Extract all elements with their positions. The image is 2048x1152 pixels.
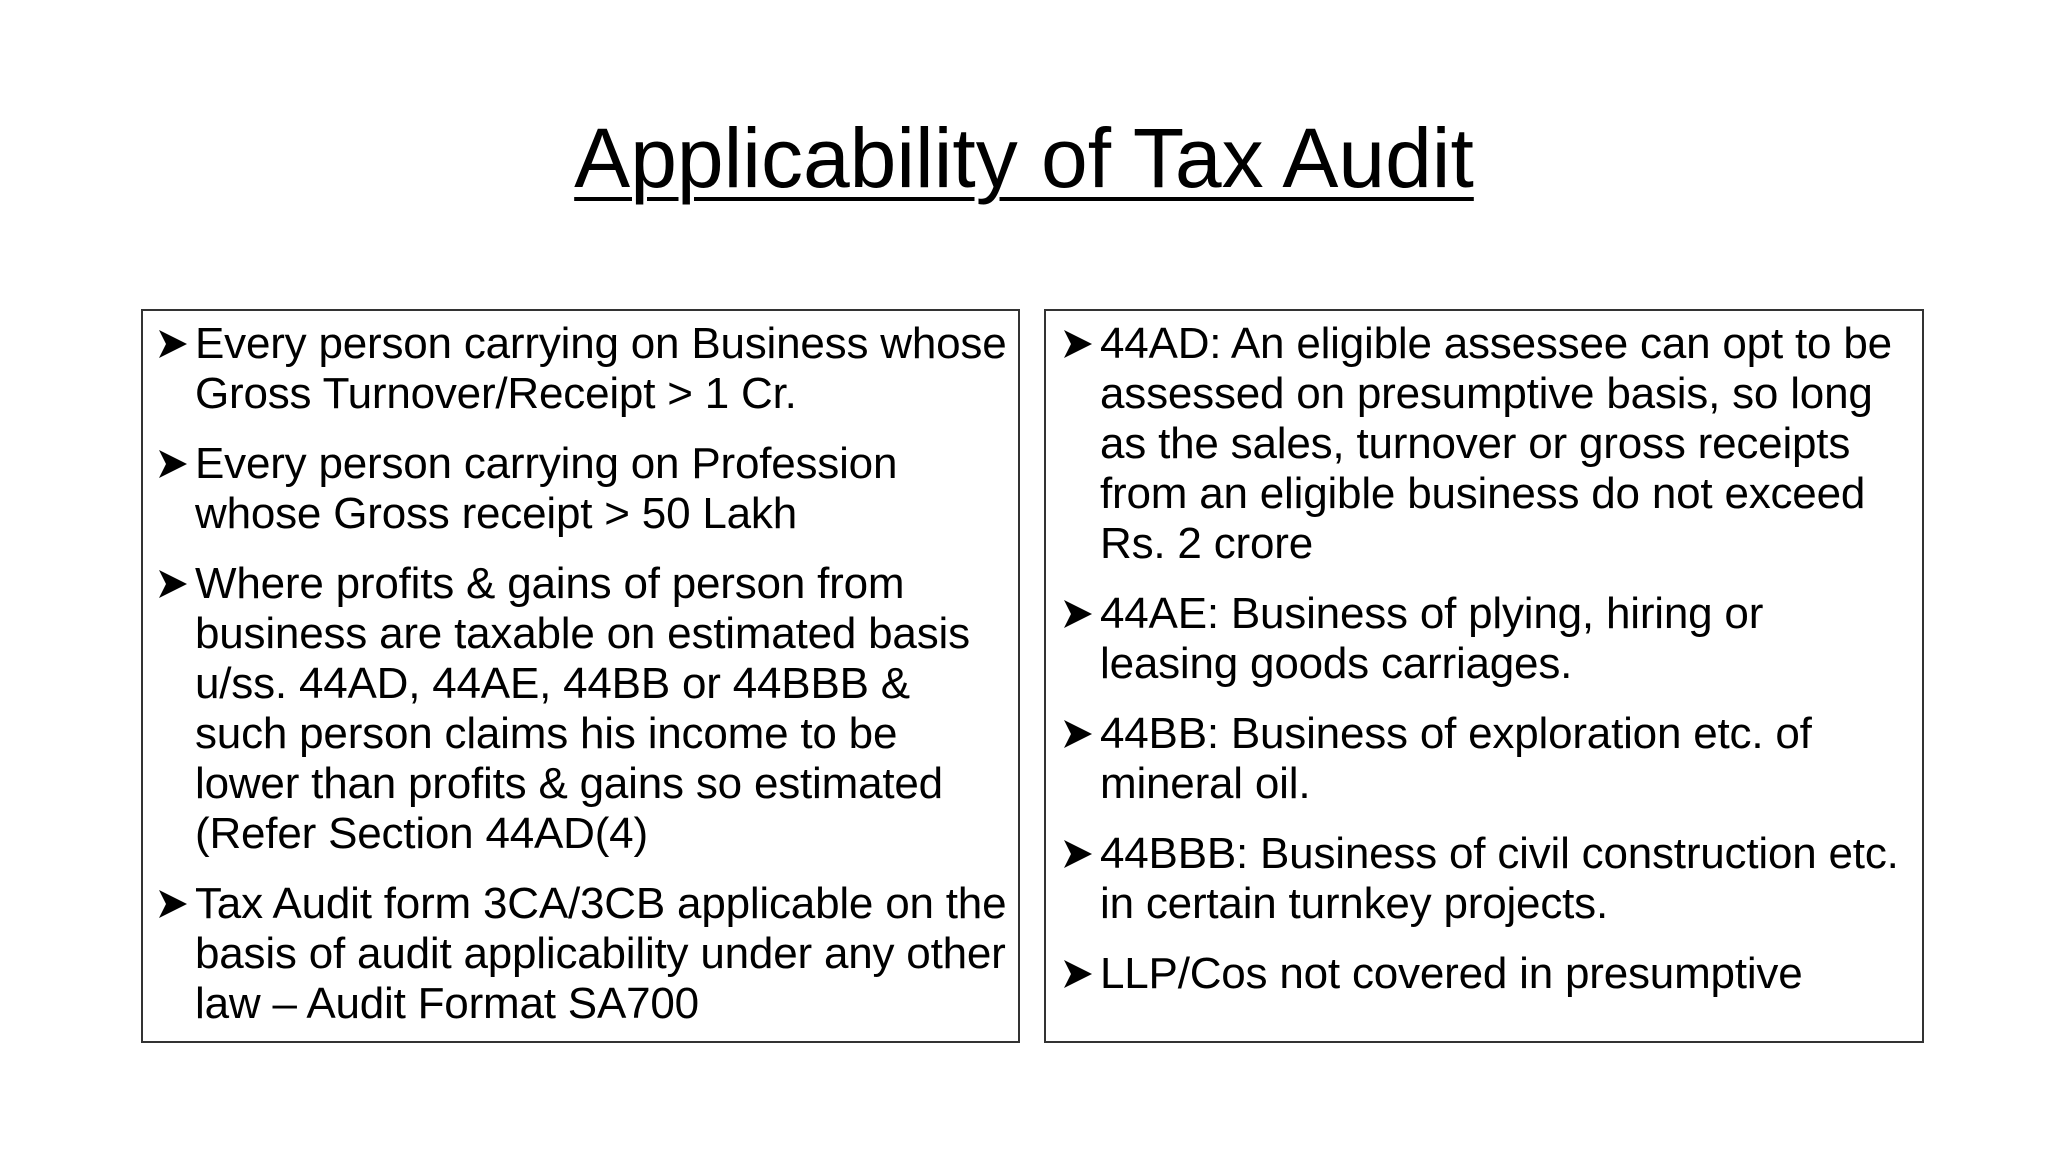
list-item-text: Where profits & gains of person from business are taxable on estimated basis u/ss. 44AD, 44AE, 44BB or 44BBB & such person claims his income to be lower than profits & gains so estimated (Refer Section 44AD(4) [195, 559, 970, 858]
arrow-bullet-icon [157, 559, 195, 609]
arrow-bullet-icon [1062, 829, 1100, 879]
slide-title-text: Applicability of Tax Audit [574, 111, 1474, 205]
right-content-box [1044, 309, 1924, 1043]
list-item-text: 44AD: An eligible assessee can opt to be assessed on presumptive basis, so long as the sales, turnover or gross receipts from an eligible business do not exceed Rs. 2 crore [1100, 319, 1892, 568]
list-item-text: LLP/Cos not covered in presumptive [1100, 949, 1803, 998]
list-item [157, 559, 1008, 859]
arrow-bullet-icon [157, 319, 195, 369]
list-item [1062, 589, 1912, 689]
list-item [157, 439, 1008, 539]
list-item-text: Tax Audit form 3CA/3CB applicable on the basis of audit applicability under any other law – Audit Format SA700 [195, 879, 1007, 1028]
list-item [1062, 319, 1912, 569]
slide-title [0, 112, 2048, 204]
left-bullet-list [157, 319, 1008, 1029]
arrow-bullet-icon [1062, 319, 1100, 369]
list-item-text: 44AE: Business of plying, hiring or leasing goods carriages. [1100, 589, 1764, 688]
list-item [1062, 829, 1912, 929]
arrow-bullet-icon [1062, 709, 1100, 759]
arrow-bullet-icon [157, 879, 195, 929]
list-item-text: Every person carrying on Profession whose Gross receipt > 50 Lakh [195, 439, 898, 538]
arrow-bullet-icon [157, 439, 195, 489]
list-item [1062, 949, 1912, 999]
list-item-text: 44BBB: Business of civil construction etc. in certain turnkey projects. [1100, 829, 1899, 928]
arrow-bullet-icon [1062, 589, 1100, 639]
list-item [157, 319, 1008, 419]
list-item [1062, 709, 1912, 809]
list-item [157, 879, 1008, 1029]
list-item-text: Every person carrying on Business whose Gross Turnover/Receipt > 1 Cr. [195, 319, 1007, 418]
right-bullet-list [1062, 319, 1912, 999]
list-item-text: 44BB: Business of exploration etc. of mineral oil. [1100, 709, 1812, 808]
left-content-box [141, 309, 1020, 1043]
arrow-bullet-icon [1062, 949, 1100, 999]
